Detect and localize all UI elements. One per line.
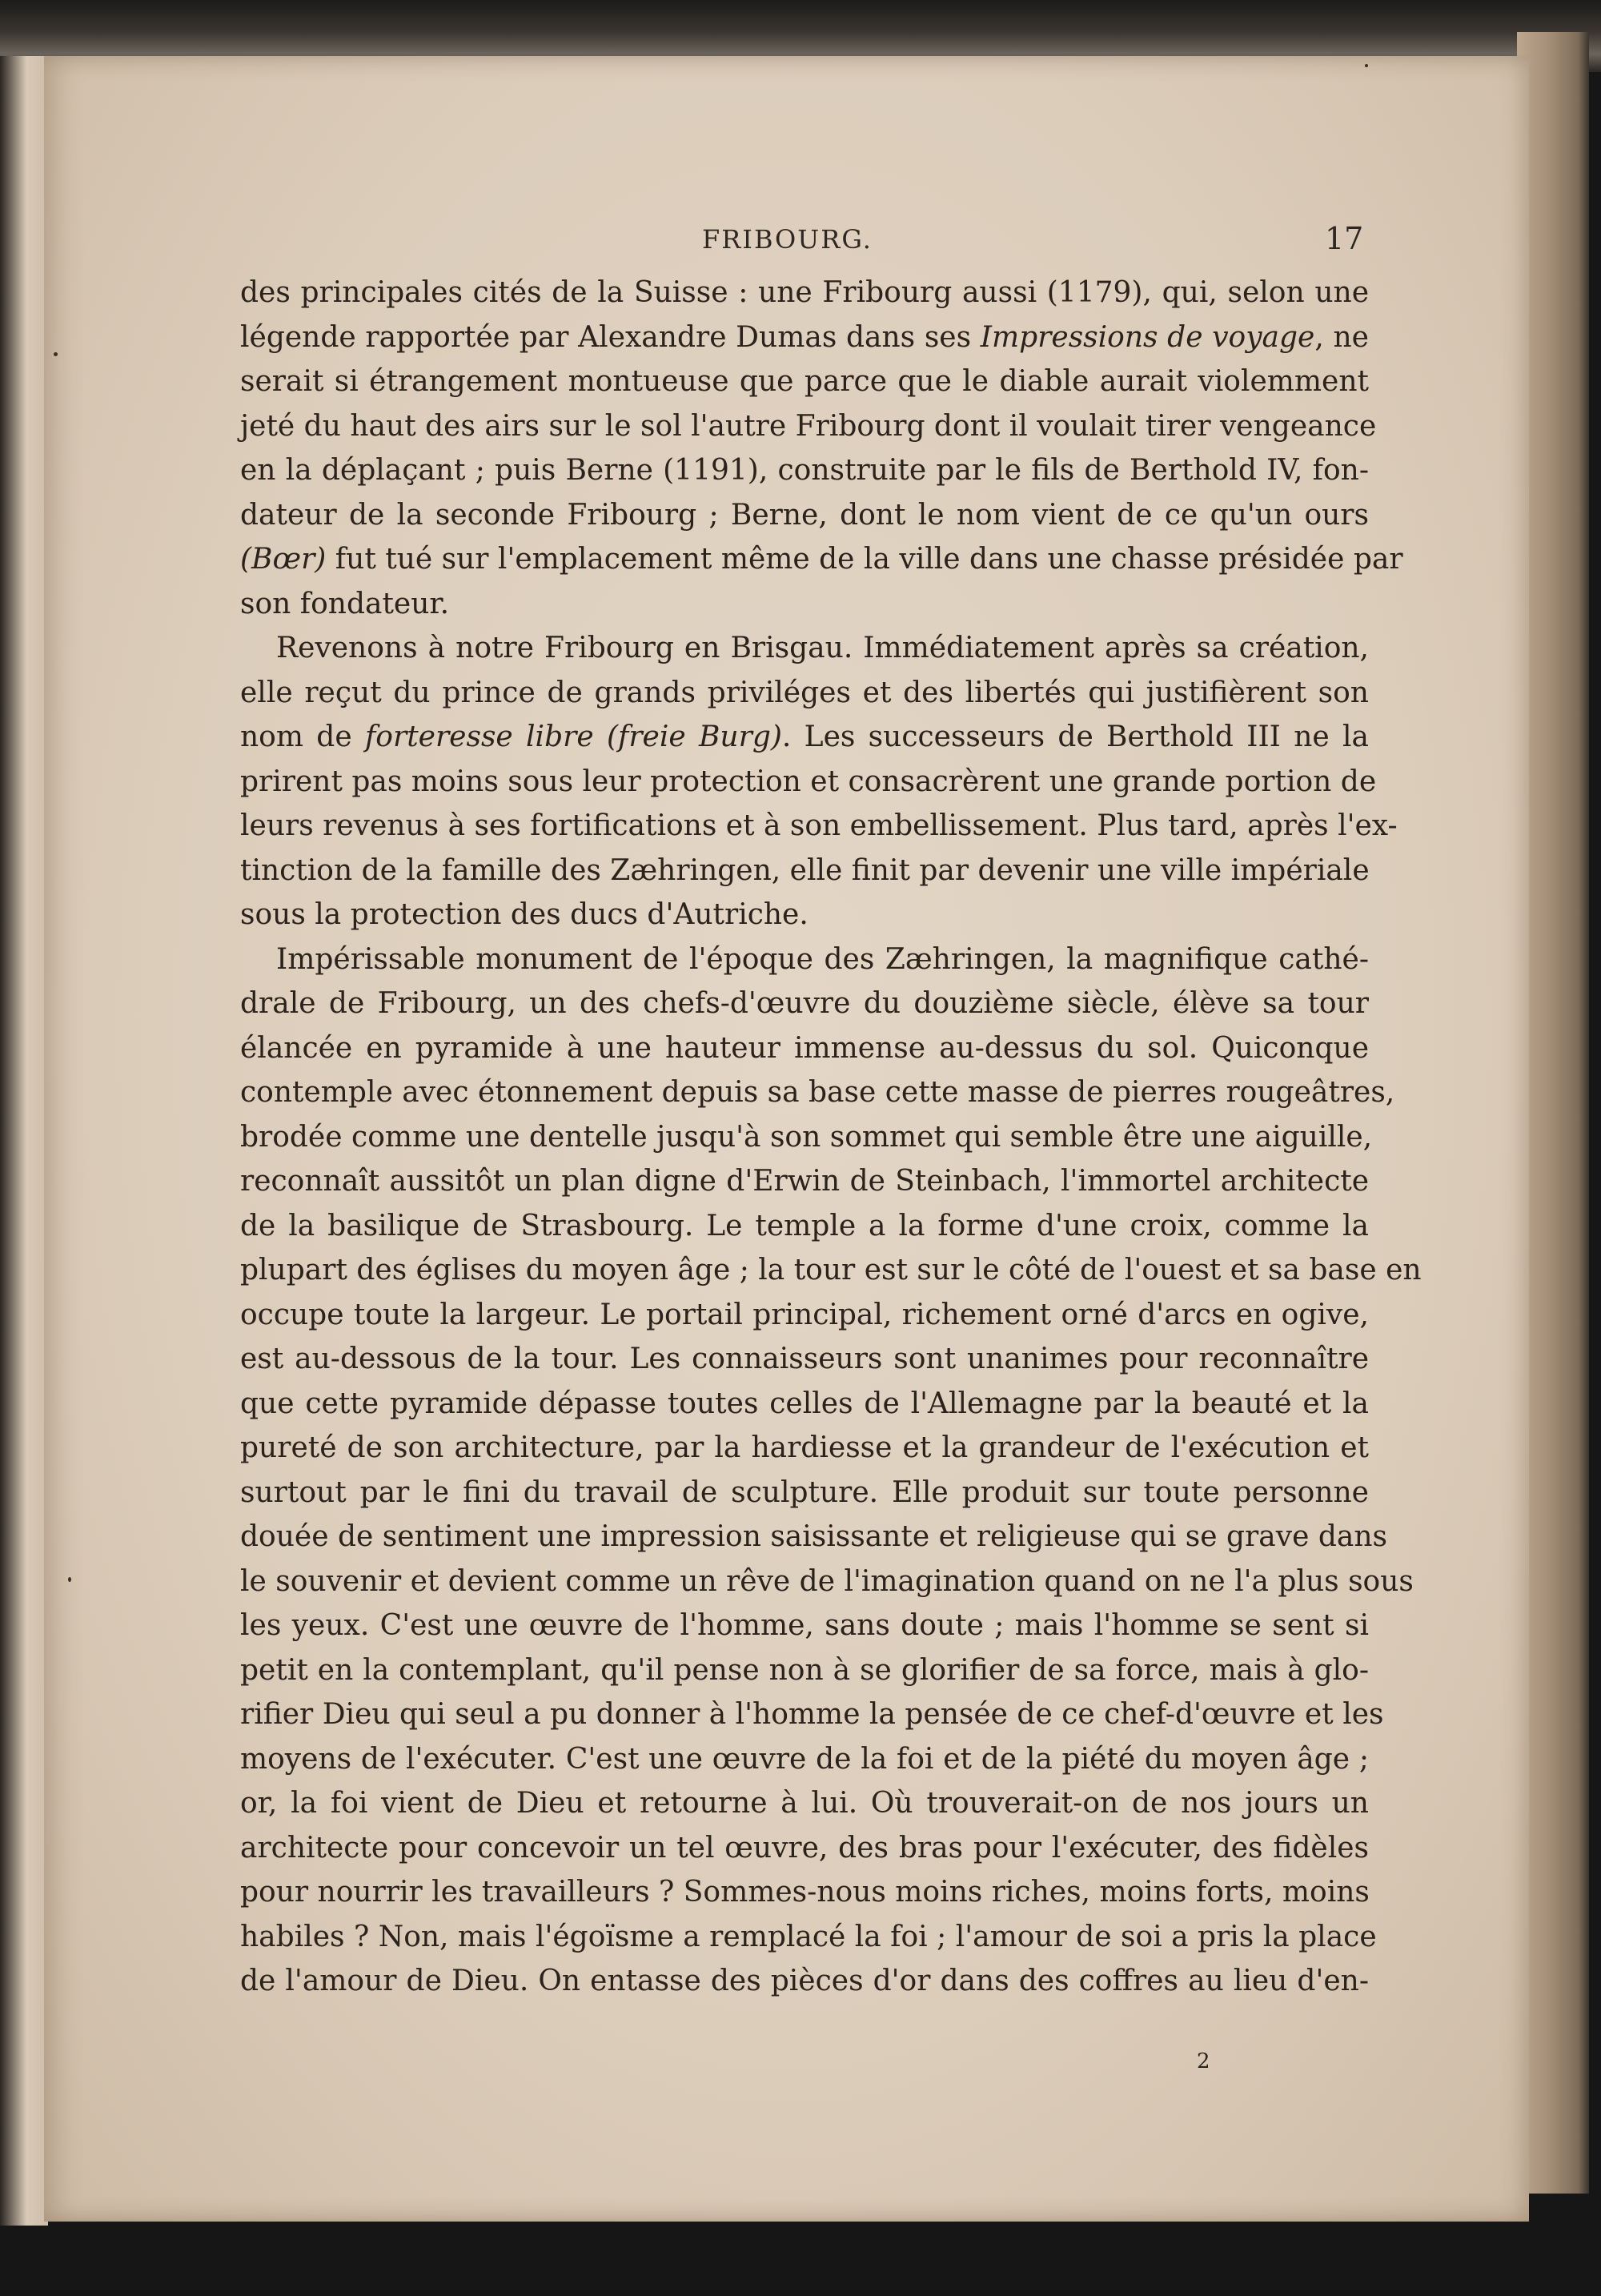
text-line: élancée en pyramide à une hauteur immense au-dessus du sol. Quiconque — [240, 1031, 1369, 1065]
text-line: Revenons à notre Fribourg en Brisgau. Immédiatement après sa création, — [276, 632, 1369, 664]
running-head — [44, 221, 1529, 272]
text-line: de la basilique de Strasbourg. Le temple a la forme d'une croix, comme la — [240, 1209, 1369, 1242]
text-line: douée de sentiment une impression saisissante et religieuse qui se grave dans — [240, 1520, 1387, 1553]
text-line: le souvenir et devient comme un rêve de l'imagination quand on ne l'a plus sous — [240, 1564, 1414, 1598]
text-span: . Les successeurs de Berthold III ne la — [781, 721, 1369, 753]
text-line: les yeux. C'est une œuvre de l'homme, sans doute ; mais l'homme se sent si — [240, 1609, 1369, 1642]
paper-speck — [54, 352, 58, 356]
text-line: drale de Fribourg, un des chefs-d'œuvre du douzième siècle, élève sa tour — [240, 987, 1369, 1020]
text-line: elle reçut du prince de grands priviléges et des libertés qui justifièrent son — [240, 676, 1369, 709]
text-line: pureté de son architecture, par la hardiesse et la grandeur de l'exécution et — [240, 1431, 1369, 1464]
text-line: contemple avec étonnement depuis sa base cette masse de pierres rougeâtres, — [240, 1076, 1395, 1109]
text-line: brodée comme une dentelle jusqu'à son sommet qui semble être une aiguille, — [240, 1120, 1373, 1154]
text-span: nom de — [240, 721, 365, 753]
text-line: architecte pour concevoir un tel œuvre, des bras pour l'exécuter, des fidèles — [240, 1831, 1369, 1864]
text-line: petit en la contemplant, qu'il pense non à se glorifier de sa force, mais à glo- — [240, 1653, 1369, 1687]
text-line: de l'amour de Dieu. On entasse des pièces d'or dans des coffres au lieu d'en- — [240, 1965, 1369, 1997]
body-text — [240, 271, 1422, 2004]
text-line — [240, 537, 1403, 582]
text-line: des principales cités de la Suisse : une Fribourg aussi (1179), qui, selon une — [240, 276, 1369, 309]
text-span: légende rapportée par Alexandre Dumas dans ses — [240, 320, 981, 354]
text-line: moyens de l'exécuter. C'est une œuvre de la foi et de la piété du moyen âge ; — [240, 1742, 1369, 1776]
paper-speck — [1365, 64, 1368, 67]
italic-text: (Bœr) — [240, 543, 327, 576]
text-line: habiles ? Non, mais l'égoïsme a remplacé la foi ; l'amour de soi a pris la place — [240, 1920, 1377, 1953]
text-line: prirent pas moins sous leur protection et consacrèrent une grande portion de — [240, 765, 1377, 798]
text-line — [240, 315, 1369, 360]
text-line: leurs revenus à ses fortifications et à son embellissement. Plus tard, après l'ex- — [240, 809, 1398, 842]
text-line: dateur de la seconde Fribourg ; Berne, dont le nom vient de ce qu'un ours — [240, 498, 1369, 532]
text-line: serait si étrangement montueuse que parce que le diable aurait violemment — [240, 365, 1369, 398]
text-line: sous la protection des ducs d'Autriche. — [240, 898, 809, 931]
page-number: 17 — [1325, 221, 1364, 256]
text-line: son fondateur. — [240, 587, 450, 620]
text-line: surtout par le fini du travail de sculpture. Elle produit sur toute personne — [240, 1475, 1369, 1509]
text-span: fut tué sur l'emplacement même de la ville dans une chasse présidée par — [326, 543, 1403, 576]
text-line: plupart des églises du moyen âge ; la tour est sur le côté de l'ouest et sa base en — [240, 1254, 1422, 1286]
text-line: occupe toute la largeur. Le portail principal, richement orné d'arcs en ogive, — [240, 1298, 1369, 1331]
text-span: , ne — [1314, 320, 1369, 354]
text-line: or, la foi vient de Dieu et retourne à lui. Où trouverait-on de nos jours un — [240, 1787, 1369, 1820]
running-head-title: FRIBOURG. — [702, 224, 873, 255]
signature-mark: 2 — [1197, 2049, 1210, 2073]
text-line: reconnaît aussitôt un plan digne d'Erwin de Steinbach, l'immortel architecte — [240, 1165, 1369, 1198]
text-line: que cette pyramide dépasse toutes celles de l'Allemagne par la beauté et la — [240, 1387, 1369, 1420]
italic-text: Impressions de voyage — [980, 320, 1315, 354]
text-line: pour nourrir les travailleurs ? Sommes-nous moins riches, moins forts, moins — [240, 1876, 1370, 1909]
text-line: tinction de la famille des Zæhringen, elle finit par devenir une ville impériale — [240, 853, 1370, 887]
italic-text: forteresse libre (freie Burg) — [364, 721, 782, 753]
text-line — [240, 715, 1369, 760]
text-line: est au-dessous de la tour. Les connaisseurs sont unanimes pour reconnaître — [240, 1343, 1369, 1375]
paper-speck — [68, 1577, 71, 1582]
text-line: jeté du haut des airs sur le sol l'autre Fribourg dont il voulait tirer vengeance — [240, 409, 1377, 443]
text-line: Impérissable monument de l'époque des Zæhringen, la magnifique cathé- — [276, 942, 1369, 976]
facing-page-edge — [0, 56, 48, 2226]
book-page — [44, 56, 1529, 2222]
text-line: en la déplaçant ; puis Berne (1191), construite par le fils de Berthold IV, fon- — [240, 454, 1369, 487]
text-line: rifier Dieu qui seul a pu donner à l'homme la pensée de ce chef-d'œuvre et les — [240, 1698, 1384, 1731]
